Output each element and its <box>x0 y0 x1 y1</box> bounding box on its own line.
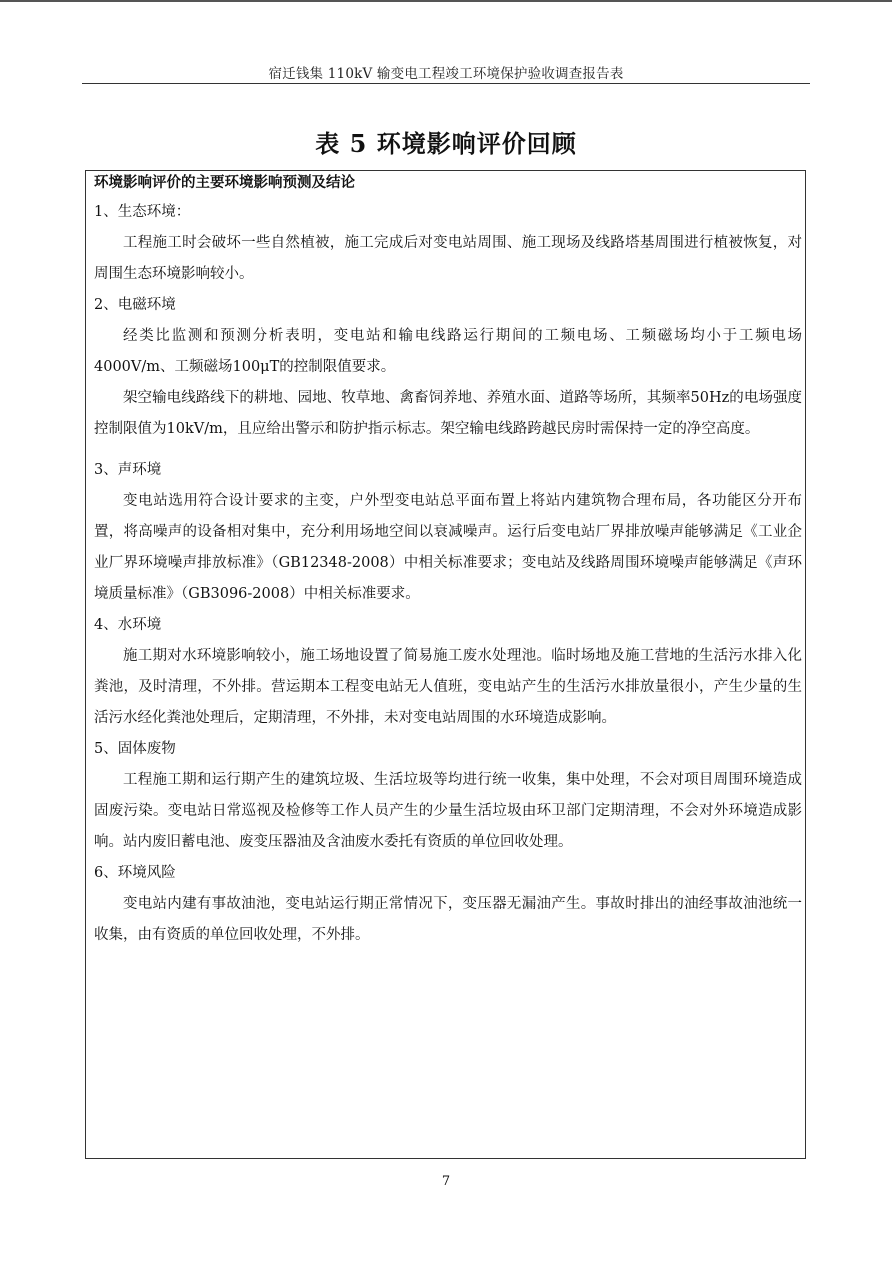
table-heading: 环境影响评价的主要环境影响预测及结论 <box>94 174 355 191</box>
section-title: 3、声环境 <box>94 462 162 478</box>
table-title: 表 5 环境影响评价回顾 <box>315 129 577 158</box>
running-header: 宿迁钱集 110kV 输变电工程竣工环境保护验收调查报告表 <box>268 66 624 82</box>
paragraph: 架空输电线路线下的耕地、园地、牧草地、禽畜饲养地、养殖水面、道路等场所，其频率50Hz的电场强度控制限值为10kV/m，且应给出警示和防护指示标志。架空输电线路跨越民房时需保持一定的净空高度。 <box>94 390 802 437</box>
paragraph: 变电站内建有事故油池，变电站运行期正常情况下，变压器无漏油产生。事故时排出的油经事故油池统一收集，由有资质的单位回收处理，不外排。 <box>94 896 802 943</box>
paragraph: 工程施工时会破坏一些自然植被，施工完成后对变电站周围、施工现场及线路塔基周围进行植被恢复，对周围生态环境影响较小。 <box>94 235 802 282</box>
paragraph: 施工期对水环境影响较小，施工场地设置了简易施工废水处理池。临时场地及施工营地的生活污水排入化粪池，及时清理，不外排。营运期本工程变电站无人值班，变电站产生的生活污水排放量很小，产生少量的生活污水经化粪池处理后，定期清理，不外排，未对变电站周围的水环境造成影响。 <box>94 648 802 726</box>
section-solid-waste <box>94 734 802 858</box>
header-rule <box>82 83 810 84</box>
paragraph: 经类比监测和预测分析表明，变电站和输电线路运行期间的工频电场、工频磁场均小于工频电场4000V/m、工频磁场100μT的控制限值要求。 <box>94 328 802 375</box>
section-title: 5、固体废物 <box>94 741 176 757</box>
section-acoustic <box>94 455 802 610</box>
section-water <box>94 610 802 734</box>
section-title: 4、水环境 <box>94 617 162 633</box>
page-number: 7 <box>441 1174 451 1189</box>
section-title: 6、环境风险 <box>94 865 176 881</box>
section-ecology <box>94 197 802 290</box>
content-table <box>94 171 802 951</box>
section-title: 1、生态环境： <box>94 204 191 220</box>
section-electromagnetic <box>94 290 802 445</box>
paragraph: 变电站选用符合设计要求的主变，户外型变电站总平面布置上将站内建筑物合理布局，各功能区分开布置，将高噪声的设备相对集中，充分利用场地空间以衰减噪声。运行后变电站厂界排放噪声能够满足《工业企业厂界环境噪声排放标准》（GB12348-2008）中相关标准要求；变电站及线路周围环境噪声能够满足《声环境质量标准》（GB3096-2008）中相关标准要求。 <box>94 493 802 602</box>
section-risk <box>94 858 802 951</box>
spacer <box>94 445 802 455</box>
page-top-border <box>0 0 892 2</box>
paragraph: 工程施工期和运行期产生的建筑垃圾、生活垃圾等均进行统一收集，集中处理，不会对项目周围环境造成固废污染。变电站日常巡视及检修等工作人员产生的少量生活垃圾由环卫部门定期清理，不会对外环境造成影响。站内废旧蓄电池、废变压器油及含油废水委托有资质的单位回收处理。 <box>94 772 802 850</box>
section-title: 2、电磁环境 <box>94 297 176 313</box>
